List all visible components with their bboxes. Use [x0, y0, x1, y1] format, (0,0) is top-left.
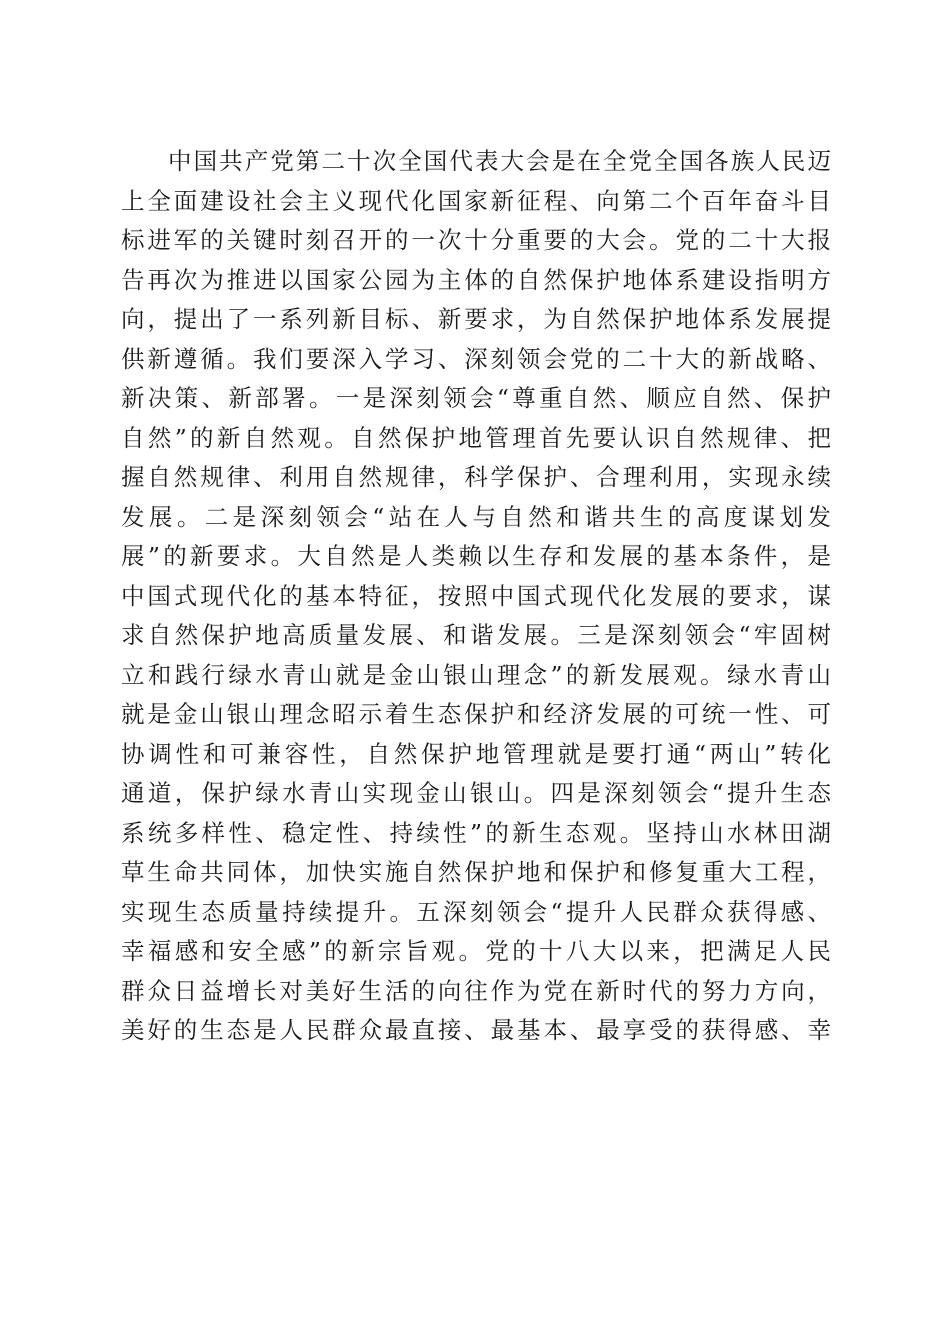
- text-line: 通道，保护绿水青山实现金山银山。四是深刻领会“提升生态: [121, 779, 831, 807]
- text-line: 上全面建设社会主义现代化国家新征程、向第二个百年奋斗目: [121, 186, 831, 215]
- text-line: 自然”的新自然观。自然保护地管理首先要认识自然规律、把: [121, 423, 831, 452]
- text-line: 求自然保护地高质量发展、和谐发展。三是深刻领会“牢固树: [121, 621, 831, 649]
- text-line: 美好的生态是人民群众最直接、最基本、最享受的获得感、幸: [121, 1016, 831, 1044]
- text-line: 幸福感和安全感”的新宗旨观。党的十八大以来，把满足人民: [121, 937, 831, 965]
- text-line: 向，提出了一系列新目标、新要求，为自然保护地体系发展提: [121, 305, 831, 333]
- text-line: 中国式现代化的基本特征，按照中国式现代化发展的要求，谋: [121, 581, 831, 610]
- body-paragraph: [121, 142, 831, 1051]
- text-line: 草生命共同体，加快实施自然保护地和保护和修复重大工程，: [121, 858, 831, 886]
- text-line: 群众日益增长对美好生活的向往作为党在新时代的努力方向，: [121, 976, 831, 1005]
- text-line: 新决策、新部署。一是深刻领会“尊重自然、顺应自然、保护: [121, 384, 831, 412]
- text-line: 中国共产党第二十次全国代表大会是在全党全国各族人民迈: [168, 147, 831, 175]
- text-line: 立和践行绿水青山就是金山银山理念”的新发展观。绿水青山: [121, 660, 831, 689]
- text-line: 告再次为推进以国家公园为主体的自然保护地体系建设指明方: [121, 265, 831, 294]
- text-line: 就是金山银山理念昭示着生态保护和经济发展的可统一性、可: [121, 700, 831, 728]
- text-line: 握自然规律、利用自然规律，科学保护、合理利用，实现永续: [121, 463, 831, 491]
- text-line: 标进军的关键时刻召开的一次十分重要的大会。党的二十大报: [121, 226, 831, 254]
- text-line: 供新遵循。我们要深入学习、深刻领会党的二十大的新战略、: [121, 344, 831, 373]
- text-line: 系统多样性、稳定性、持续性”的新生态观。坚持山水林田湖: [121, 818, 831, 847]
- text-line: 展”的新要求。大自然是人类赖以生存和发展的基本条件，是: [121, 542, 831, 570]
- text-line: 协调性和可兼容性，自然保护地管理就是要打通“两山”转化: [121, 739, 831, 768]
- text-line: 发展。二是深刻领会“站在人与自然和谐共生的高度谋划发: [121, 502, 831, 531]
- text-line: 实现生态质量持续提升。五深刻领会“提升人民群众获得感、: [121, 897, 831, 926]
